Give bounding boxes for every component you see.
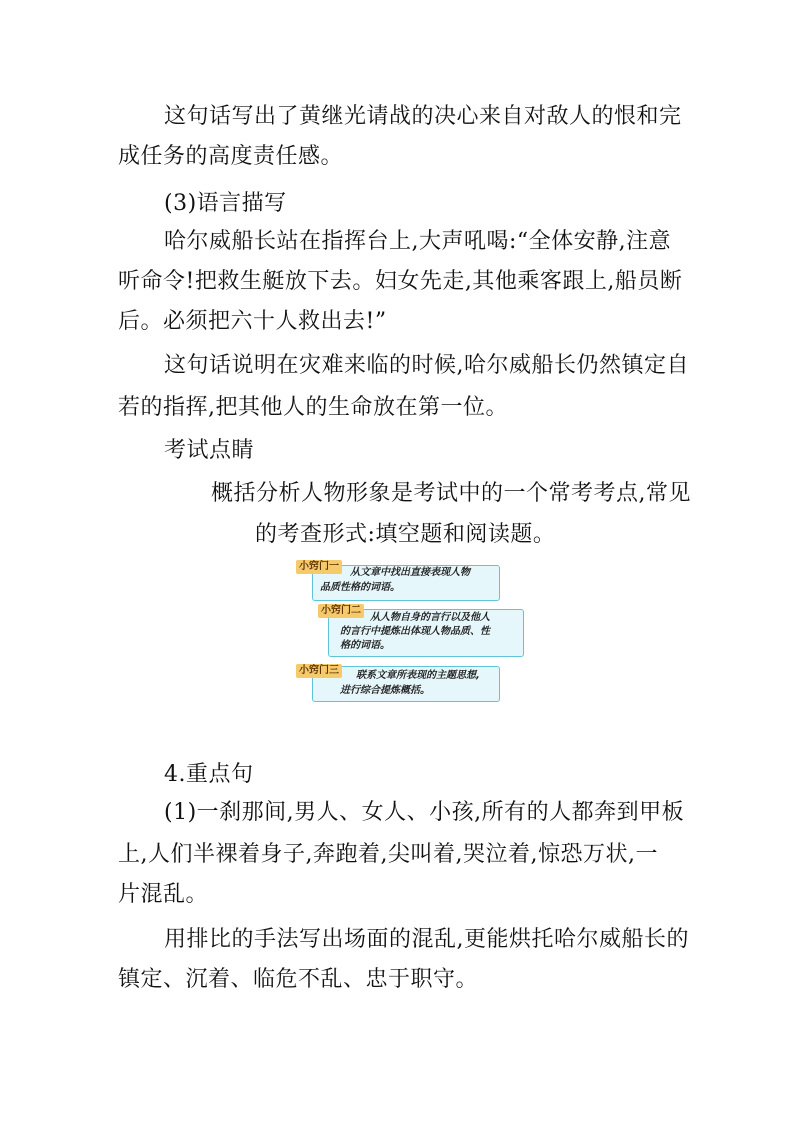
tip-text-3: 进行综合提炼概括。 bbox=[340, 685, 430, 696]
section-heading-language: (3)语言描写 bbox=[164, 191, 287, 216]
tip-text-2: 格的词语。 bbox=[340, 640, 390, 651]
tip-text-1: 品质性格的词语。 bbox=[320, 582, 400, 593]
tip-tag-2: 小窍门二 bbox=[318, 604, 364, 618]
paragraph-line: 用排比的手法写出场面的混乱,更能烘托哈尔威船长的 bbox=[164, 927, 689, 952]
tip-text-1: 从文章中找出直接表现人物 bbox=[350, 567, 470, 578]
paragraph-line: 听命令!把救生艇放下去。妇女先走,其他乘客跟上,船员断 bbox=[118, 269, 683, 294]
paragraph-line: 镇定、沉着、临危不乱、忠于职守。 bbox=[118, 967, 479, 992]
paragraph-line: 的考查形式:填空题和阅读题。 bbox=[255, 522, 556, 547]
paragraph-line: 后。必须把六十人救出去!” bbox=[118, 309, 387, 334]
paragraph-line: 哈尔威船长站在指挥台上,大声吼喝:“全体安静,注意 bbox=[164, 229, 672, 254]
tip-text-2: 从人物自身的言行以及他人 bbox=[370, 612, 490, 623]
section-heading-key-sentences: 4.重点句 bbox=[164, 762, 254, 787]
paragraph-line: 这句话说明在灾难来临的时候,哈尔威船长仍然镇定自 bbox=[164, 353, 689, 378]
tip-text-3: 联系文章所表现的主题思想, bbox=[356, 670, 480, 681]
paragraph-line: (1)一刹那间,男人、女人、小孩,所有的人都奔到甲板 bbox=[164, 800, 685, 825]
tip-tag-1: 小窍门一 bbox=[296, 560, 342, 574]
paragraph-line: 成任务的高度责任感。 bbox=[118, 144, 344, 169]
paragraph-line: 概括分析人物形象是考试中的一个常考考点,常见 bbox=[211, 481, 691, 506]
tip-text-2: 的言行中提炼出体现人物品质、性 bbox=[340, 626, 490, 637]
paragraph-line: 上,人们半裸着身子,奔跑着,尖叫着,哭泣着,惊恐万状,一 bbox=[118, 842, 658, 867]
paragraph-line: 这句话写出了黄继光请战的决心来自对敌人的恨和完 bbox=[164, 104, 682, 129]
paragraph-line: 片混乱。 bbox=[118, 882, 209, 907]
section-heading-exam: 考试点睛 bbox=[164, 438, 255, 463]
tip-tag-3: 小窍门三 bbox=[296, 664, 342, 678]
paragraph-line: 若的指挥,把其他人的生命放在第一位。 bbox=[118, 395, 508, 420]
